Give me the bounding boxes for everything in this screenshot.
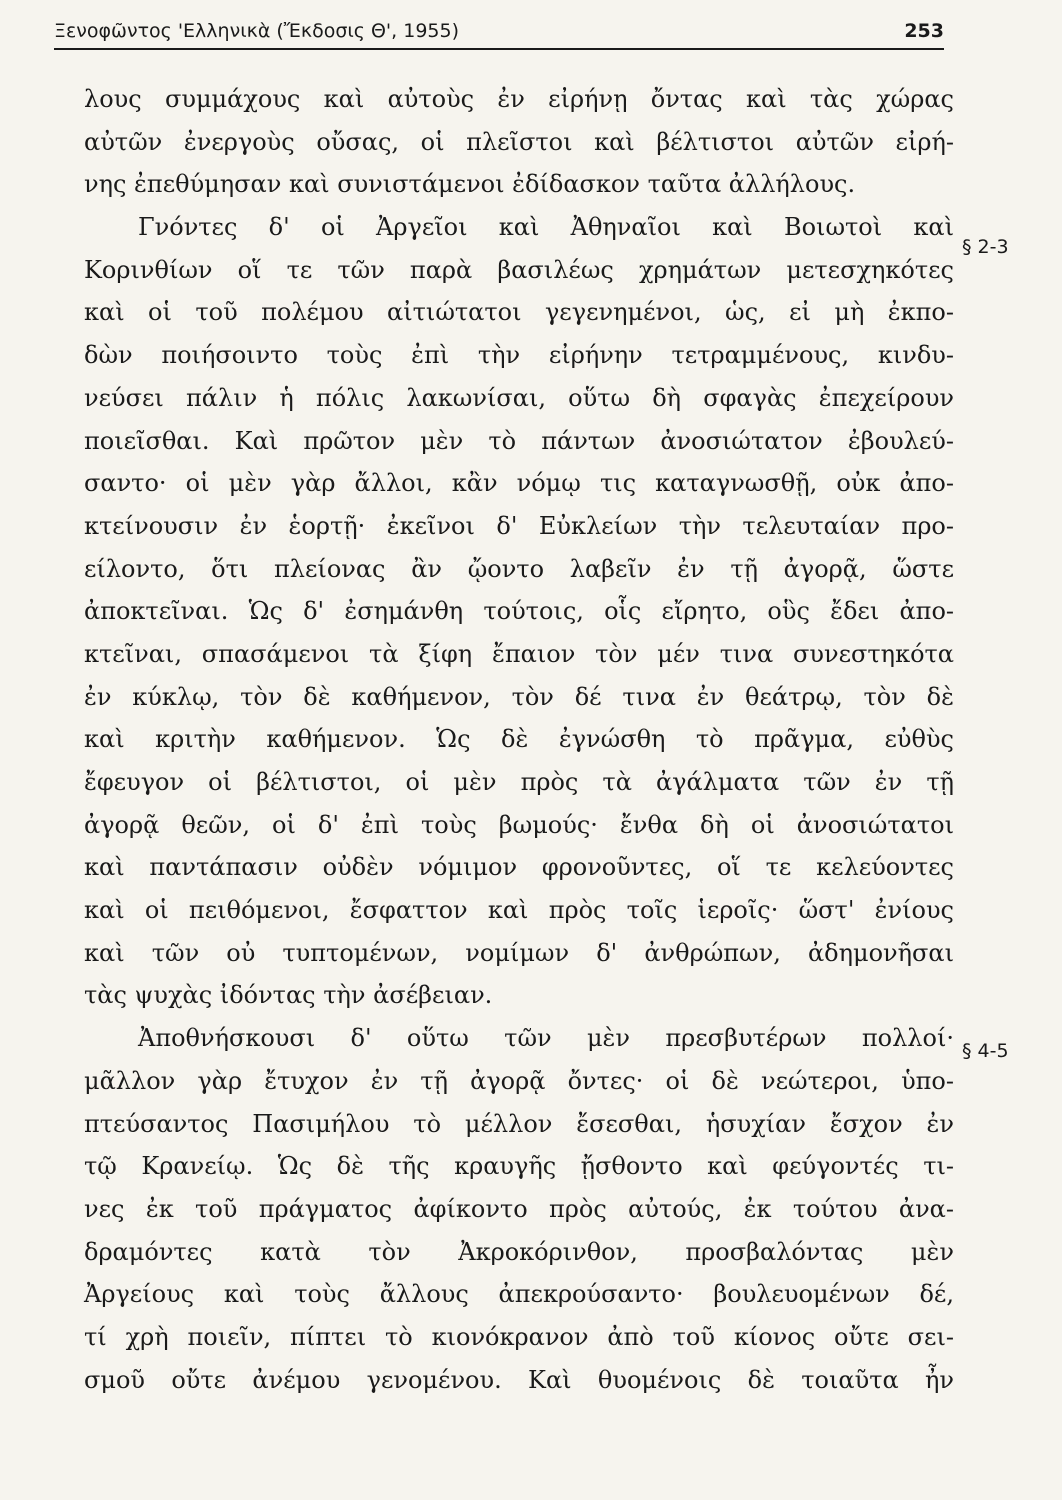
text-line: νης ἐπεθύμησαν καὶ συνιστάμενοι ἐδίδασκον ταῦτα ἀλλήλους. bbox=[84, 170, 856, 199]
text-line: κτεῖναι, σπασάμενοι τὰ ξίφη ἔπαιον τὸν μέν τινα συνεστηκότα bbox=[84, 639, 954, 668]
text-line: νες ἐκ τοῦ πράγματος ἀφίκοντο πρὸς αὐτούς, ἐκ τούτου ἀνα- bbox=[84, 1194, 954, 1223]
text-line: καὶ τῶν οὐ τυπτομένων, νομίμων δ' ἀνθρώπων, ἀδημονῆσαι bbox=[84, 938, 954, 967]
text-line: καὶ οἱ τοῦ πολέμου αἰτιώτατοι γεγενημένοι, ὡς, εἰ μὴ ἐκπο- bbox=[84, 298, 954, 327]
running-header bbox=[54, 14, 944, 50]
text-line: μᾶλλον γὰρ ἔτυχον ἐν τῇ ἀγορᾷ ὄντες· οἱ δὲ νεώτεροι, ὑπο- bbox=[84, 1066, 954, 1095]
text-line: κτείνουσιν ἐν ἑορτῇ· ἐκεῖνοι δ' Εὐκλείων τὴν τελευταίαν προ- bbox=[84, 511, 954, 540]
text-line: καὶ παντάπασιν οὐδὲν νόμιμον φρονοῦντες, οἵ τε κελεύοντες bbox=[84, 853, 954, 882]
text-line: ποιεῖσθαι. Καὶ πρῶτον μὲν τὸ πάντων ἀνοσιώτατον ἐβουλεύ- bbox=[84, 426, 954, 455]
text-line: ἔφευγον οἱ βέλτιστοι, οἱ μὲν πρὸς τὰ ἀγάλματα τῶν ἐν τῇ bbox=[84, 768, 954, 796]
text-line: δὼν ποιήσοιντο τοὺς ἐπὶ τὴν εἰρήνην τετραμμένους, κινδυ- bbox=[84, 341, 954, 370]
text-line: τί χρὴ ποιεῖν, πίπτει τὸ κιονόκρανον ἀπὸ τοῦ κίονος οὔτε σει- bbox=[84, 1322, 954, 1351]
text-line: τῷ Κρανείῳ. Ὡς δὲ τῆς κραυγῆς ᾔσθοντο καὶ φεύγοντές τι- bbox=[84, 1152, 954, 1181]
text-line: Κορινθίων οἵ τε τῶν παρὰ βασιλέως χρημάτων μετεσχηκότες bbox=[84, 255, 954, 284]
text-line: σαντο· οἱ μὲν γὰρ ἄλλοι, κἂν νόμῳ τις καταγνωσθῇ, οὐκ ἀπο- bbox=[84, 469, 954, 498]
book-title: Ξενοφῶντος 'Ελληνικὰ (Ἔκδοσις Θ', 1955) bbox=[54, 20, 460, 42]
text-line: λους συμμάχους καὶ αὐτοὺς ἐν εἰρήνῃ ὄντας καὶ τὰς χώρας bbox=[84, 85, 954, 113]
text-line: καὶ κριτὴν καθήμενον. Ὡς δὲ ἐγνώσθη τὸ πρᾶγμα, εὐθὺς bbox=[84, 725, 954, 754]
text-line: δραμόντες κατὰ τὸν Ἀκροκόρινθον, προσβαλόντας μὲν bbox=[84, 1237, 954, 1266]
text-line: Ἀργείους καὶ τοὺς ἄλλους ἀπεκρούσαντο· βουλευομένων δέ, bbox=[84, 1280, 954, 1309]
text-line: ἐν κύκλῳ, τὸν δὲ καθήμενον, τὸν δέ τινα ἐν θεάτρῳ, τὸν δὲ bbox=[84, 682, 954, 711]
text-line: καὶ οἱ πειθόμενοι, ἔσφαττον καὶ πρὸς τοῖς ἱεροῖς· ὥστ' ἐνίους bbox=[84, 896, 954, 925]
text-line: Ἀποθνήσκουσι δ' οὕτω τῶν μὲν πρεσβυτέρων πολλοί· bbox=[138, 1024, 954, 1053]
main-text bbox=[84, 78, 954, 1401]
text-line: αὐτῶν ἐνεργοὺς οὔσας, οἱ πλεῖστοι καὶ βέλτιστοι αὐτῶν εἰρή- bbox=[84, 127, 954, 156]
text-line: νεύσει πάλιν ἡ πόλις λακωνίσαι, οὕτω δὴ σφαγὰς ἐπεχείρουν bbox=[84, 383, 954, 412]
text-line: σμοῦ οὔτε ἀνέμου γενομένου. Καὶ θυομένοις δὲ τοιαῦτα ἦν bbox=[84, 1365, 954, 1394]
section-marker: § 4-5 bbox=[962, 1040, 1009, 1062]
text-line: πτεύσαντος Πασιμήλου τὸ μέλλον ἔσεσθαι, ἡσυχίαν ἔσχον ἐν bbox=[84, 1109, 954, 1138]
text-line: Γνόντες δ' οἱ Ἀργεῖοι καὶ Ἀθηναῖοι καὶ Βοιωτοὶ καὶ bbox=[138, 213, 954, 242]
text-line: ἀποκτεῖναι. Ὡς δ' ἐσημάνθη τούτοις, οἷς εἴρητο, οὓς ἔδει ἀπο- bbox=[84, 597, 954, 626]
page-number: 253 bbox=[904, 20, 944, 42]
text-line: ἀγορᾷ θεῶν, οἱ δ' ἐπὶ τοὺς βωμούς· ἔνθα δὴ οἱ ἀνοσιώτατοι bbox=[84, 810, 954, 839]
text-line: τὰς ψυχὰς ἰδόντας τὴν ἀσέβειαν. bbox=[84, 981, 493, 1010]
section-marker: § 2-3 bbox=[962, 236, 1009, 258]
text-line: είλοντο, ὅτι πλείονας ἂν ᾤοντο λαβεῖν ἐν τῇ ἀγορᾷ, ὥστε bbox=[84, 554, 954, 583]
